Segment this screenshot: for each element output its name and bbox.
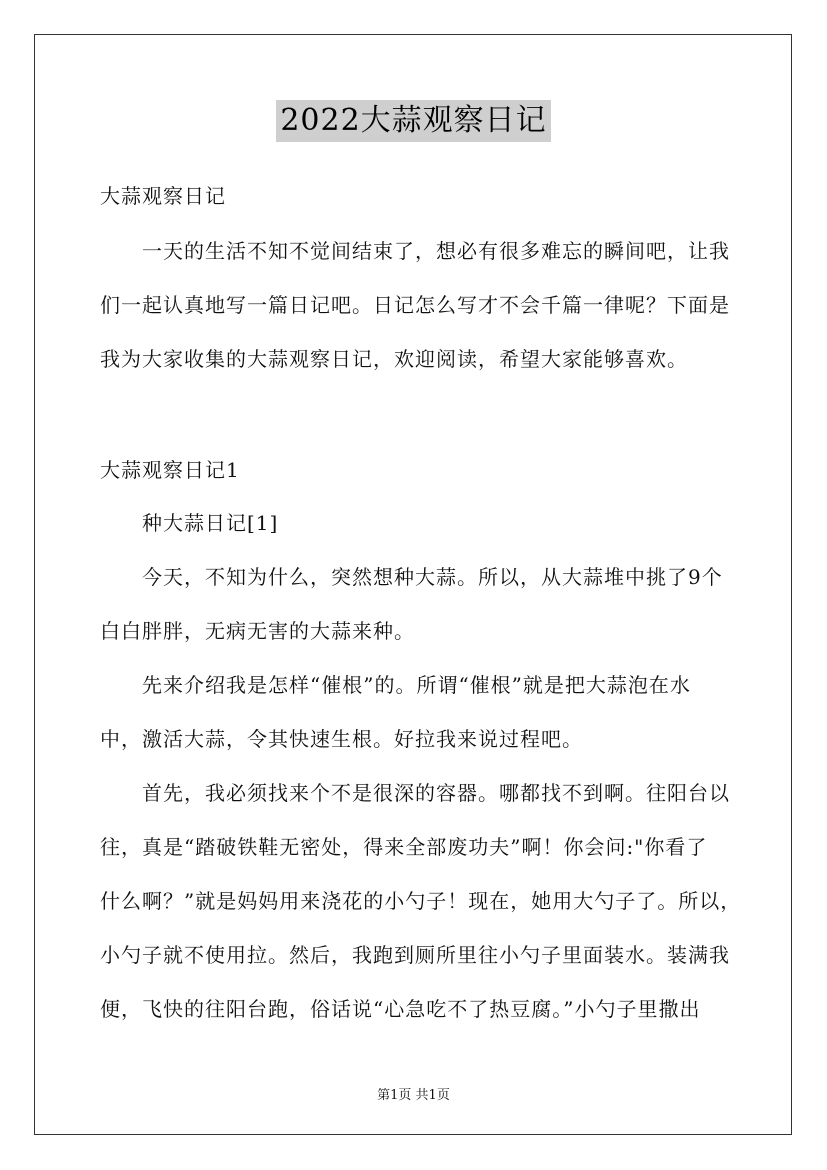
page-footer: 第1页 共1页 xyxy=(377,1088,450,1103)
paragraph-line: 小勺子就不使用拉。然后，我跑到厕所里往小勺子里面装水。装满我 xyxy=(100,943,730,967)
document-title-wrap xyxy=(0,100,827,142)
intro-line: 一天的生活不知不觉间结束了，想必有很多难忘的瞬间吧，让我 xyxy=(142,239,730,263)
paragraph-line: 往，真是“踏破铁鞋无密处，得来全部废功夫”啊！你会问:"你看了 xyxy=(100,835,708,859)
paragraph-line: 什么啊？”就是妈妈用来浇花的小勺子！现在，她用大勺子了。所以， xyxy=(100,889,742,913)
subtitle: 大蒜观察日记 xyxy=(100,184,226,208)
intro-line: 我为大家收集的大蒜观察日记，欢迎阅读，希望大家能够喜欢。 xyxy=(100,347,688,371)
document-title: 2022大蒜观察日记 xyxy=(276,100,550,142)
paragraph-line: 白白胖胖，无病无害的大蒜来种。 xyxy=(100,619,415,643)
entry-title: 种大蒜日记[1] xyxy=(142,511,279,535)
paragraph-line: 便，飞快的往阳台跑，俗话说“心急吃不了热豆腐。”小勺子里撒出 xyxy=(100,997,701,1021)
paragraph-line: 中，激活大蒜，令其快速生根。好拉我来说过程吧。 xyxy=(100,727,583,751)
paragraph-line: 先来介绍我是怎样“催根”的。所谓“催根”就是把大蒜泡在水 xyxy=(142,673,691,697)
paragraph-line: 首先，我必须找来个不是很深的容器。哪都找不到啊。往阳台以 xyxy=(142,781,730,805)
section-title: 大蒜观察日记1 xyxy=(100,458,240,482)
paragraph-line: 今天，不知为什么，突然想种大蒜。所以，从大蒜堆中挑了9个 xyxy=(142,565,723,589)
intro-line: 们一起认真地写一篇日记吧。日记怎么写才不会千篇一律呢？下面是 xyxy=(100,293,730,317)
